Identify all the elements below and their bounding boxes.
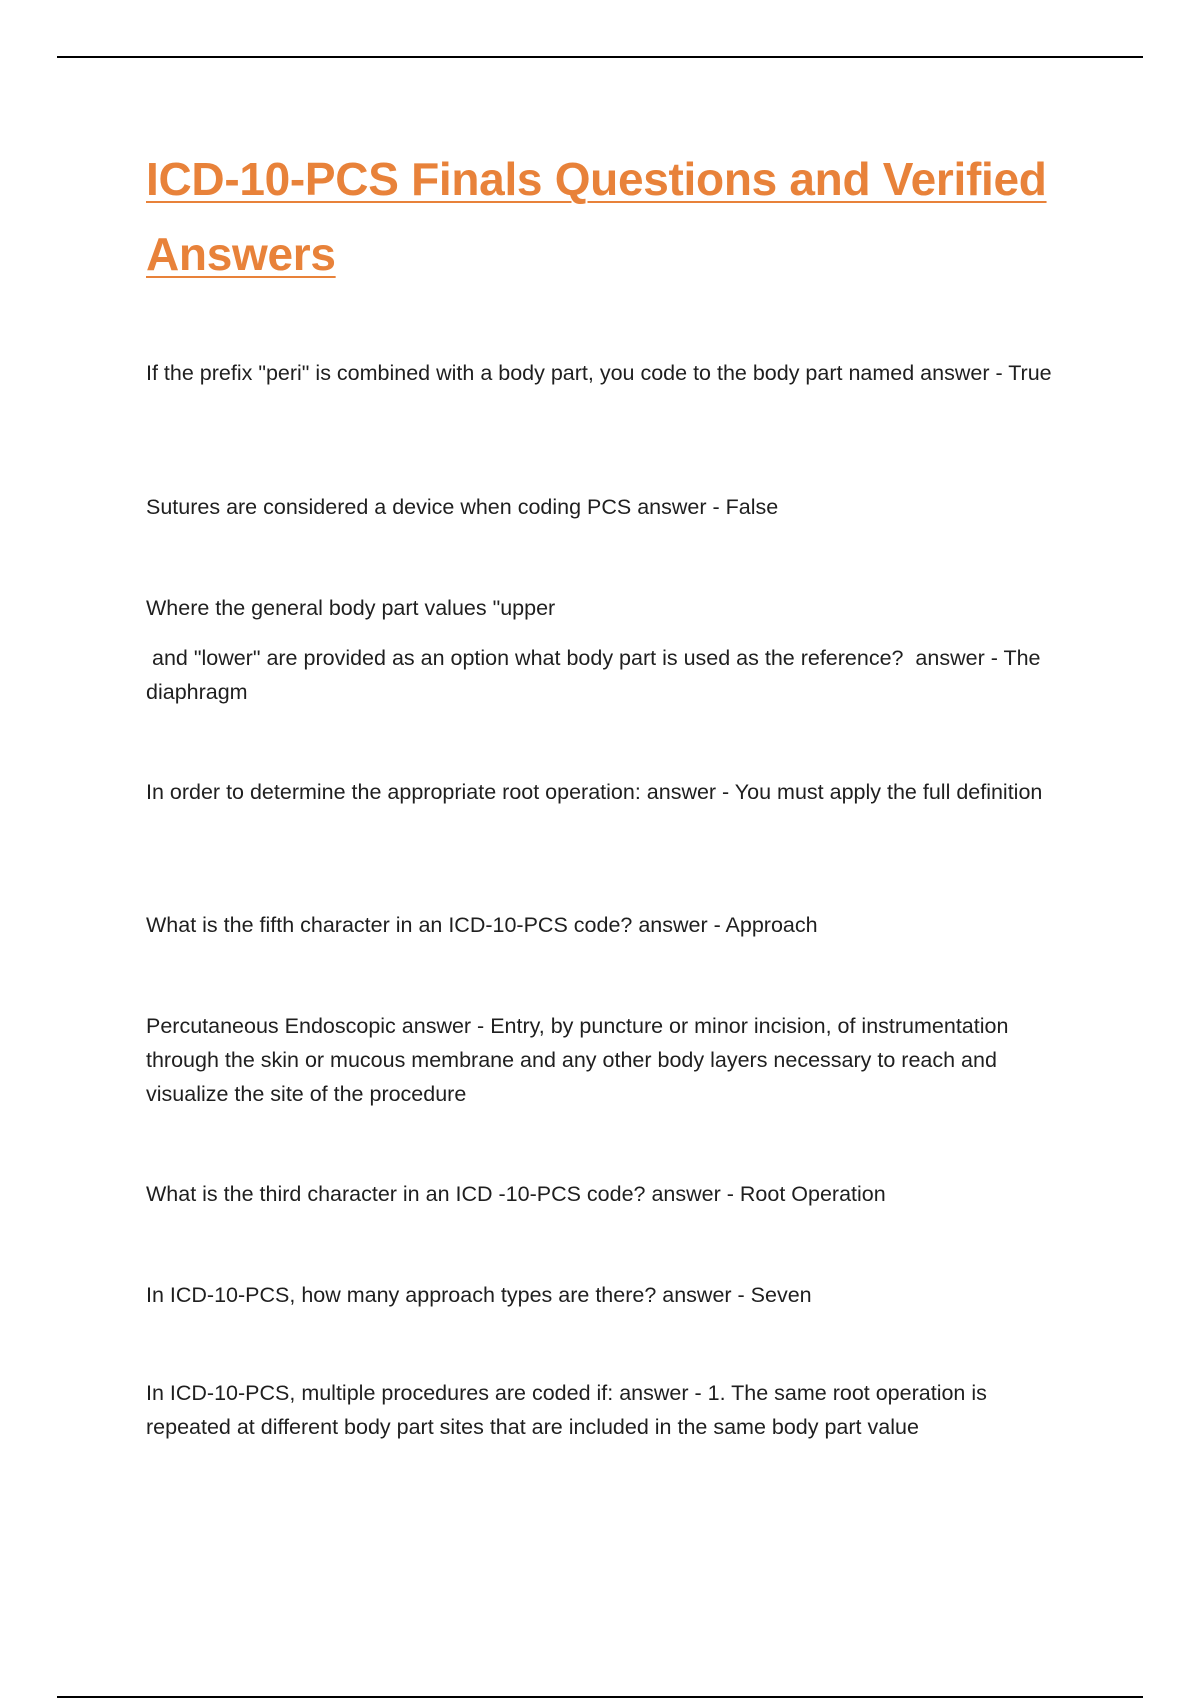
qa-entry-4: In order to determine the appropriate root operation: answer - You must apply the full definition xyxy=(146,780,1043,804)
qa-entry-7: What is the third character in an ICD -10-PCS code? answer - Root Operation xyxy=(146,1182,886,1206)
qa-entry-1: If the prefix "peri" is combined with a body part, you code to the body part named answer - True xyxy=(146,361,1052,385)
qa-entry-9: In ICD-10-PCS, multiple procedures are coded if: answer - 1. The same root operation is repeated at different body part sites that are included in the same body part value xyxy=(146,1381,987,1439)
qa-entry-3b: and "lower" are provided as an option what body part is used as the reference? answer - The diaphragm xyxy=(146,646,1047,704)
qa-entry-8: In ICD-10-PCS, how many approach types are there? answer - Seven xyxy=(146,1283,812,1307)
bottom-divider xyxy=(57,1696,1143,1698)
document-title: ICD-10-PCS Finals Questions and Verified Answers xyxy=(146,153,1047,280)
top-divider xyxy=(57,56,1143,58)
qa-entry-6: Percutaneous Endoscopic answer - Entry, by puncture or minor incision, of instrumentation through the skin or mucous membrane and any other body layers necessary to reach and visualize the site of the procedure xyxy=(146,1014,1009,1106)
qa-entry-3a: Where the general body part values "upper xyxy=(146,596,556,620)
qa-entry-2: Sutures are considered a device when coding PCS answer - False xyxy=(146,495,779,519)
qa-entry-5: What is the fifth character in an ICD-10-PCS code? answer - Approach xyxy=(146,913,818,937)
